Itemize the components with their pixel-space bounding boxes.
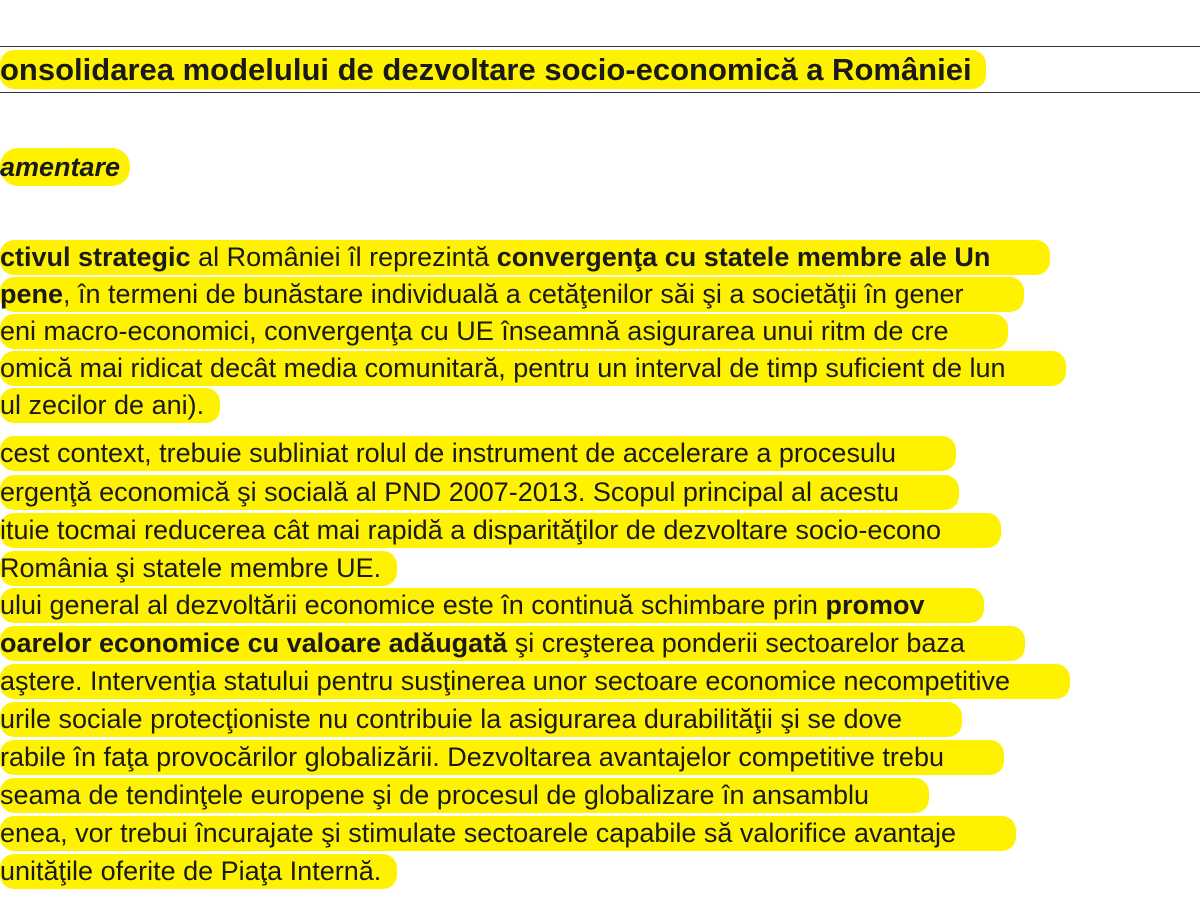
section-subtitle-text: amentare	[0, 148, 130, 186]
header-rule-top	[0, 46, 1200, 47]
highlighted-text	[0, 816, 1016, 851]
paragraph-3-line	[0, 626, 1025, 660]
bold-text: promov	[825, 590, 925, 620]
paragraph-3-line	[0, 740, 1004, 774]
paragraph-1-line	[0, 277, 1024, 311]
highlighted-text	[0, 351, 1066, 386]
chapter-title-text: onsolidarea modelului de dezvoltare socio-economică a României	[0, 50, 986, 89]
paragraph-2-line	[0, 551, 397, 585]
text-run: ituie tocmai reducerea cât mai rapidă a disparităţilor de dezvoltare socio-econo	[0, 515, 941, 545]
paragraph-3-line	[0, 702, 962, 736]
highlighted-text	[0, 277, 1024, 312]
section-subtitle	[0, 146, 130, 188]
highlighted-text	[0, 436, 956, 471]
highlighted-text	[0, 551, 397, 586]
text-run: rabile în faţa provocărilor globalizării. Dezvoltarea avantajelor competitive trebu	[0, 742, 944, 772]
text-run: ergenţă economică şi socială al PND 2007-2013. Scopul principal al acestu	[0, 477, 900, 507]
highlighted-text	[0, 778, 929, 813]
bold-text: pene	[0, 279, 64, 309]
paragraph-3-line	[0, 588, 984, 622]
text-run: seama de tendinţele europene şi de procesul de globalizare în ansamblu	[0, 780, 870, 810]
paragraph-3-line	[0, 664, 1070, 698]
text-run: al României îl reprezintă	[190, 242, 497, 272]
text-run: , în termeni de bunăstare individuală a cetăţenilor săi şi a societăţii în gener	[63, 279, 964, 309]
highlighted-text	[0, 513, 1001, 548]
highlighted-text	[0, 240, 1050, 275]
bold-text: convergenţa cu statele membre ale Un	[496, 242, 991, 272]
header-rule-bottom	[0, 92, 1200, 93]
text-run: urile sociale protecţioniste nu contribuie la asigurarea durabilităţii şi se dove	[0, 704, 902, 734]
text-run: aştere. Intervenţia statului pentru susţinerea unor sectoare economice necompetitive	[0, 666, 1011, 696]
paragraph-3-line	[0, 816, 1016, 850]
text-run: unităţile oferite de Piaţa Internă.	[0, 856, 382, 886]
text-run: ul zecilor de ani).	[0, 390, 205, 420]
highlighted-text	[0, 388, 220, 423]
paragraph-2-line	[0, 436, 956, 470]
highlighted-text	[0, 664, 1070, 699]
paragraph-1-line	[0, 314, 1008, 348]
highlighted-text	[0, 854, 397, 889]
chapter-title	[0, 50, 986, 90]
text-run: omică mai ridicat decât media comunitară, pentru un interval de timp suficient de lun	[0, 353, 1006, 383]
paragraph-3-line	[0, 778, 929, 812]
paragraph-1-line	[0, 240, 1050, 274]
text-run: România şi statele membre UE.	[0, 553, 382, 583]
highlighted-text	[0, 475, 959, 510]
text-run: ului general al dezvoltării economice este în continuă schimbare prin	[0, 590, 826, 620]
text-run: cest context, trebuie subliniat rolul de instrument de accelerare a procesulu	[0, 438, 896, 468]
highlighted-text	[0, 740, 1004, 775]
bold-text: oarelor economice cu valoare adăugată	[0, 628, 508, 658]
text-run: eni macro-economici, convergenţa cu UE înseamnă asigurarea unui ritm de cre	[0, 316, 949, 346]
paragraph-2-line	[0, 475, 959, 509]
highlighted-text	[0, 626, 1025, 661]
highlighted-text	[0, 702, 962, 737]
text-run: enea, vor trebui încurajate şi stimulate sectoarele capabile să valorifice avantaje	[0, 818, 957, 848]
paragraph-1-line	[0, 388, 220, 422]
text-run: şi creşterea ponderii sectoarelor baza	[507, 628, 965, 658]
highlighted-text	[0, 588, 984, 623]
highlighted-text	[0, 314, 1008, 349]
bold-text: ctivul strategic	[0, 242, 191, 272]
paragraph-1-line	[0, 351, 1066, 385]
paragraph-3-line	[0, 854, 397, 888]
paragraph-2-line	[0, 513, 1001, 547]
